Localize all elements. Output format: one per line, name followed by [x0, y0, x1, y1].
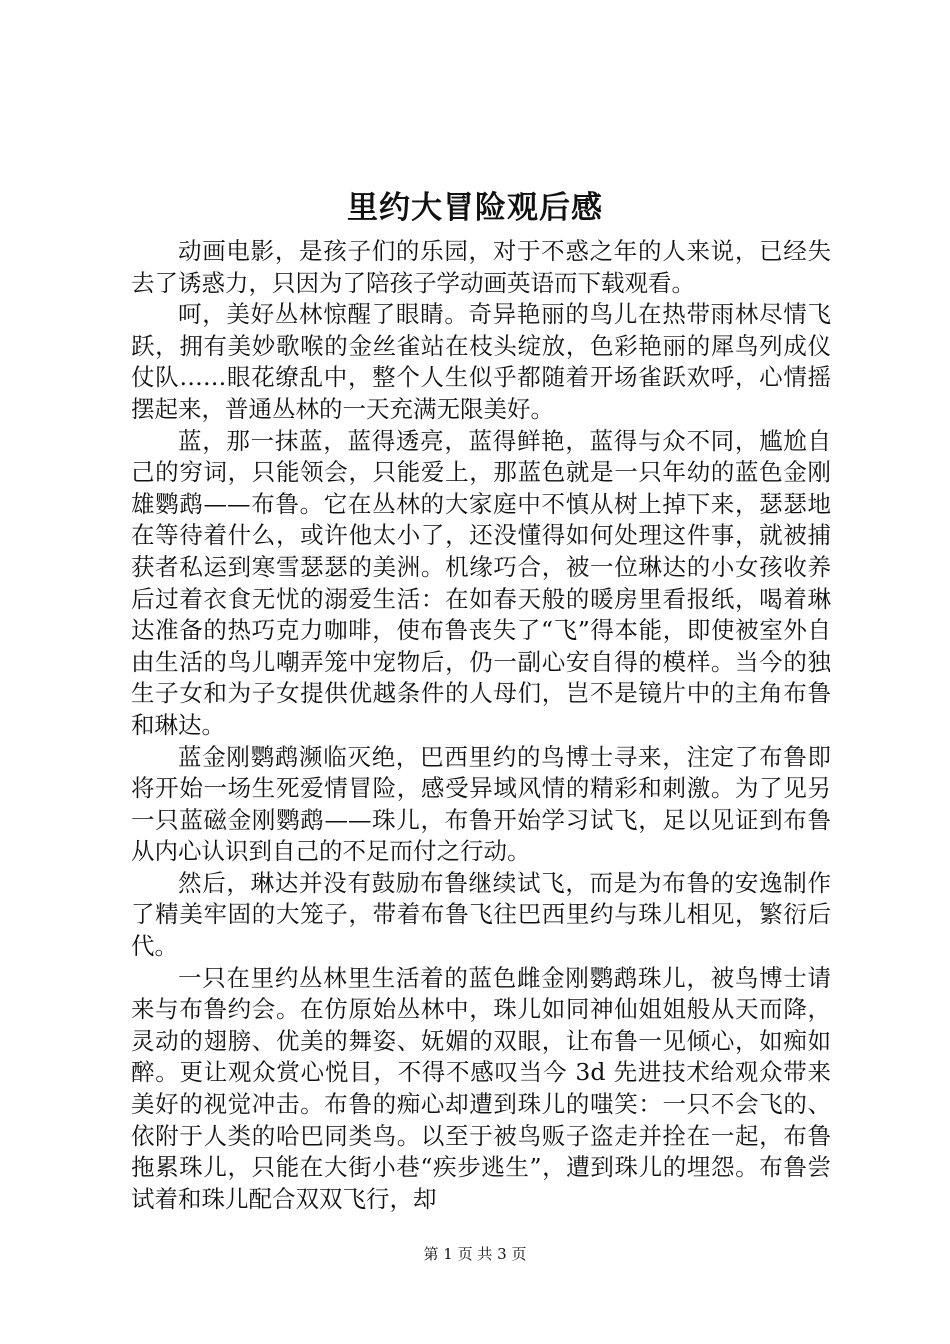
paragraph: 蓝金刚鹦鹉濒临灭绝，巴西里约的鸟博士寻来，注定了布鲁即将开始一场生死爱情冒险，感受异域风情的精彩和刺激。为了见另一只蓝磁金刚鹦鹉——珠儿，布鲁开始学习试飞，足以见证到布鲁从内心认识到自己的不足而付之行动。 [131, 742, 831, 866]
paragraph: 一只在里约丛林里生活着的蓝色雌金刚鹦鹉珠儿，被鸟博士请来与布鲁约会。在仿原始丛林中，珠儿如同神仙姐姐般从天而降，灵动的翅膀、优美的舞姿、妩媚的双眼，让布鲁一见倾心，如痴如醉。更让观众赏心悦目，不得不感叹当今 3d 先进技术给观众带来美好的视觉冲击。布鲁的痴心却遭到珠儿的嗤笑：一只不会飞的、依附于人类的哈巴同类鸟。以至于被鸟贩子盗走并拴在一起，布鲁拖累珠儿，只能在大街小巷“疾步逃生”，遭到珠儿的埋怨。布鲁尝试着和珠儿配合双双飞行，却 [131, 963, 831, 1213]
paragraph: 动画电影，是孩子们的乐园，对于不惑之年的人来说，已经失去了诱惑力，只因为了陪孩子学动画英语而下载观看。 [131, 237, 831, 297]
paragraph: 然后，琳达并没有鼓励布鲁继续试飞，而是为布鲁的安逸制作了精美牢固的大笼子，带着布鲁飞往巴西里约与珠儿相见，繁衍后代。 [131, 868, 831, 961]
document-title: 里约大冒险观后感 [347, 190, 603, 226]
document-body [131, 236, 831, 1215]
page-footer: 第 1 页 共 3 页 [423, 1245, 527, 1263]
paragraph: 呵，美好丛林惊醒了眼睛。奇异艳丽的鸟儿在热带雨林尽情飞跃，拥有美妙歌喉的金丝雀站在枝头绽放，色彩艳丽的犀鸟列成仪仗队……眼花缭乱中，整个人生似乎都随着开场雀跃欢呼，心情摇摆起来，普通丛林的一天充满无限美好。 [131, 300, 831, 423]
paragraph: 蓝，那一抹蓝，蓝得透亮，蓝得鲜艳，蓝得与众不同，尴尬自己的穷词，只能领会，只能爱上，那蓝色就是一只年幼的蓝色金刚雄鹦鹉——布鲁。它在丛林的大家庭中不慎从树上掉下来，瑟瑟地在等待着什么，或许他太小了，还没懂得如何处理这件事，就被捕获者私运到寒雪瑟瑟的美洲。机缘巧合，被一位琳达的小女孩收养后过着衣食无忧的溺爱生活：在如春天般的暖房里看报纸，喝着琳达准备的热巧克力咖啡，使布鲁丧失了“飞”得本能，即使被室外自由生活的鸟儿嘲弄笼中宠物后，仍一副心安自得的模样。当今的独生子女和为子女提供优越条件的人母们，岂不是镜片中的主角布鲁和琳达。 [131, 426, 831, 739]
